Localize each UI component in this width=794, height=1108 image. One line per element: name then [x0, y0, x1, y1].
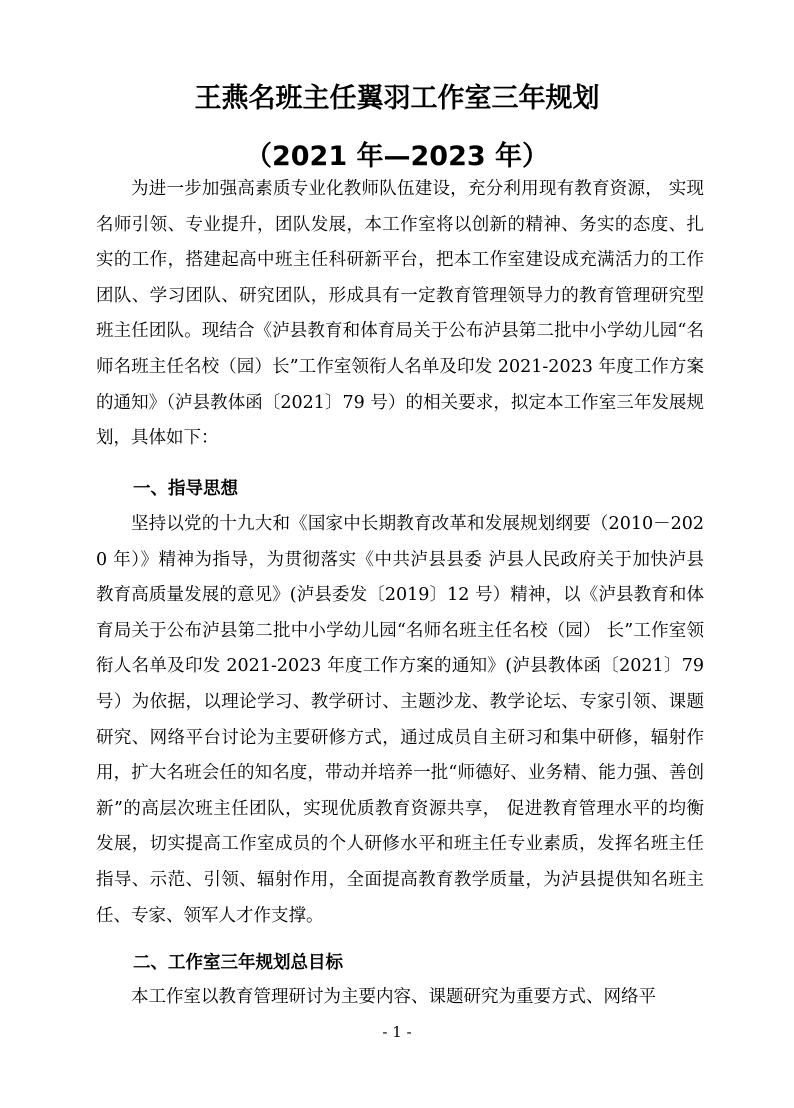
- section-heading-guiding-ideology: 一、指导思想: [133, 479, 238, 499]
- overall-goal-paragraph: 本工作室以教育管理研讨为主要内容、课题研究为重要方式、网络平: [131, 987, 656, 1007]
- document-subtitle: （2021 年—2023 年）: [244, 141, 550, 172]
- page-number: - 1 -: [382, 1023, 412, 1041]
- guiding-ideology-paragraph: 坚持以党的十九大和《国家中长期教育改革和发展规划纲要（2010－2020 年）》精神为指导，为贯彻落实《中共泸县县委 泸县人民政府关于加快泸县教育高质量发展的意见》(泸县委发〔2019〕12 号）精神，以《泸县教育和体育局关于公布泸县第二批中小学幼儿园“名师名班主任名校（园） 长”工作室领衔人名单及印发 2021-2023 年度工作方案的通知》(泸县教体函〔2021〕79 号）为依据，以理论学习、教学研讨、主题沙龙、教学论坛、专家引领、课题研究、网络平台讨论为主要研修方式，通过成员自主研习和集中研修，辐射作用，扩大名班会任的知名度，带动并培养一批“师德好、业务精、能力强、善创新”的高层次班主任团队，实现优质教育资源共享， 促进教育管理水平的均衡发展，切实提高工作室成员的个人研修水平和班主任专业素质，发挥名班主任指导、示范、引领、辐射作用，全面提高教育教学质量，为泸县提供知名班主任、专家、领军人才作支撑。: [96, 514, 704, 926]
- intro-paragraph: 为进一步加强高素质专业化教师队伍建设，充分利用现有教育资源， 实现名师引领、专业提升，团队发展，本工作室将以创新的精神、务实的态度、扎实的工作，搭建起高中班主任科研新平台，把本工作室建设成充满活力的工作团队、学习团队、研究团队，形成具有一定教育管理领导力的教育管理研究型班主任团队。现结合《泸县教育和体育局关于公布泸县第二批中小学幼儿园“名师名班主任名校（园）长”工作室领衔人名单及印发 2021-2023 年度工作方案的通知》（泸县教体函〔2021〕79 号）的相关要求，拟定本工作室三年发展规划，具体如下：: [96, 179, 704, 449]
- section-heading-overall-goal: 二、工作室三年规划总目标: [133, 953, 343, 973]
- document-title: 王燕名班主任翼羽工作室三年规划: [194, 83, 600, 114]
